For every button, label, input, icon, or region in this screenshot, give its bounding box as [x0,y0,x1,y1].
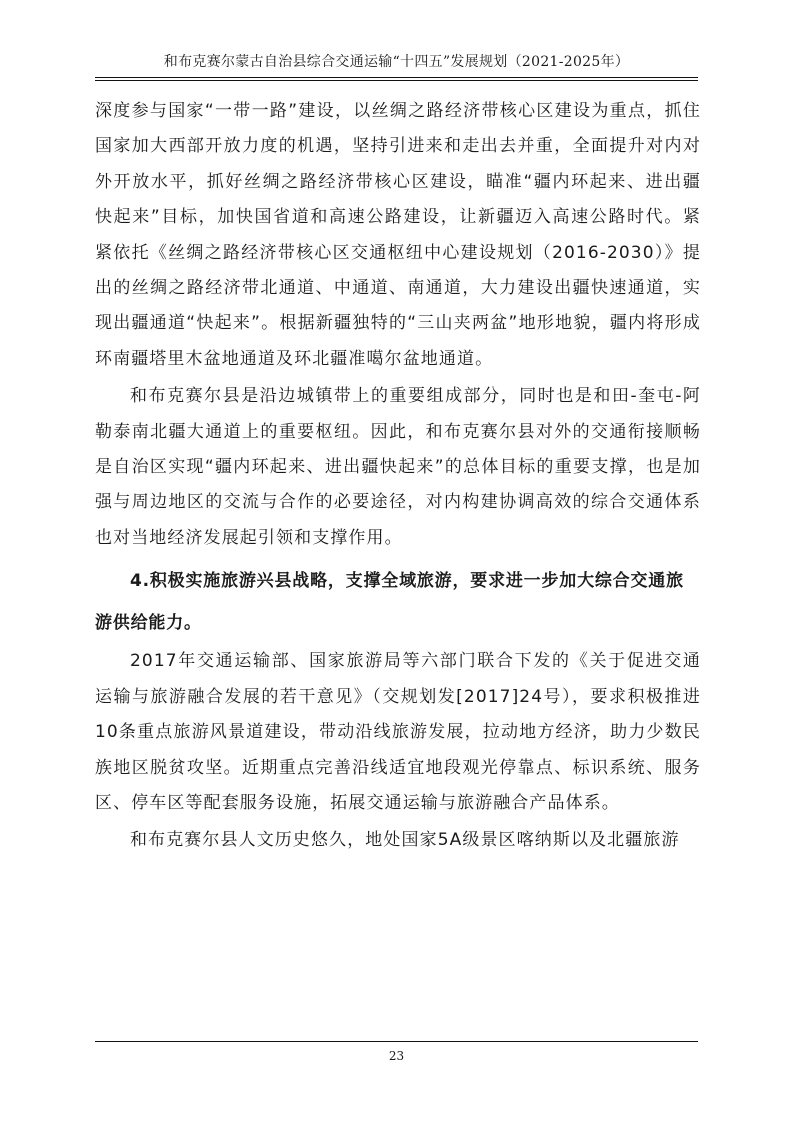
paragraph-silk-road: 深度参与国家“一带一路”建设，以丝绸之路经济带核心区建设为重点，抓住国家加大西部开放力度的机遇，坚持引进来和走出去并重，全面提升对内对外开放水平，抓好丝绸之路经济带核心区建设，瞄准“疆内环起来、进出疆快起来”目标，加快国省道和高速公路建设，让新疆迈入高速公路时代。紧紧依托《丝绸之路经济带核心区交通枢纽中心建设规划（2016-2030）》提出的丝绸之路经济带北通道、中通道、南通道，大力建设出疆快速通道，实现出疆通道“快起来”。根据新疆独特的“三山夹两盆”地形地貌，疆内将形成环南疆塔里木盆地通道及环北疆准噶尔盆地通道。 [95,101,701,369]
document-body [95,94,701,859]
header-rule-top [95,77,698,78]
section-heading-tourism: 4.积极实施旅游兴县战略，支撑全域旅游，要求进一步加大综合交通旅游供给能力。 [95,571,684,634]
paragraph-tourism-policy: 2017年交通运输部、国家旅游局等六部门联合下发的《关于促进交通运输与旅游融合发展的若干意见》（交规划发[2017]24号），要求积极推进10条重点旅游风景道建设，带动沿线旅游发展，拉动地方经济，助力少数民族地区脱贫攻坚。近期重点完善沿线适宜地段观光停靠点、标识系统、服务区、停车区等配套服务设施，拓展交通运输与旅游融合产品体系。 [95,651,701,813]
running-header: 和布克赛尔蒙古自治县综合交通运输“十四五”发展规划（2021-2025年） [163,54,630,70]
header-rule-bottom [95,80,698,81]
footer-rule [95,1041,698,1042]
paragraph-hoboksar-hub: 和布克赛尔县是沿边城镇带上的重要组成部分，同时也是和田-奎屯-阿勒泰南北疆大通道上的重要枢纽。因此，和布克赛尔县对外的交通衔接顺畅是自治区实现“疆内环起来、进出疆快起来”的总体目标的重要支撑，也是加强与周边地区的交流与合作的必要途径，对内构建协调高效的综合交通体系也对当地经济发展起引领和支撑作用。 [95,386,701,548]
page-number: 23 [388,1049,405,1063]
paragraph-hoboksar-history: 和布克赛尔县人文历史悠久，地处国家5A级景区喀纳斯以及北疆旅游 [130,830,680,851]
